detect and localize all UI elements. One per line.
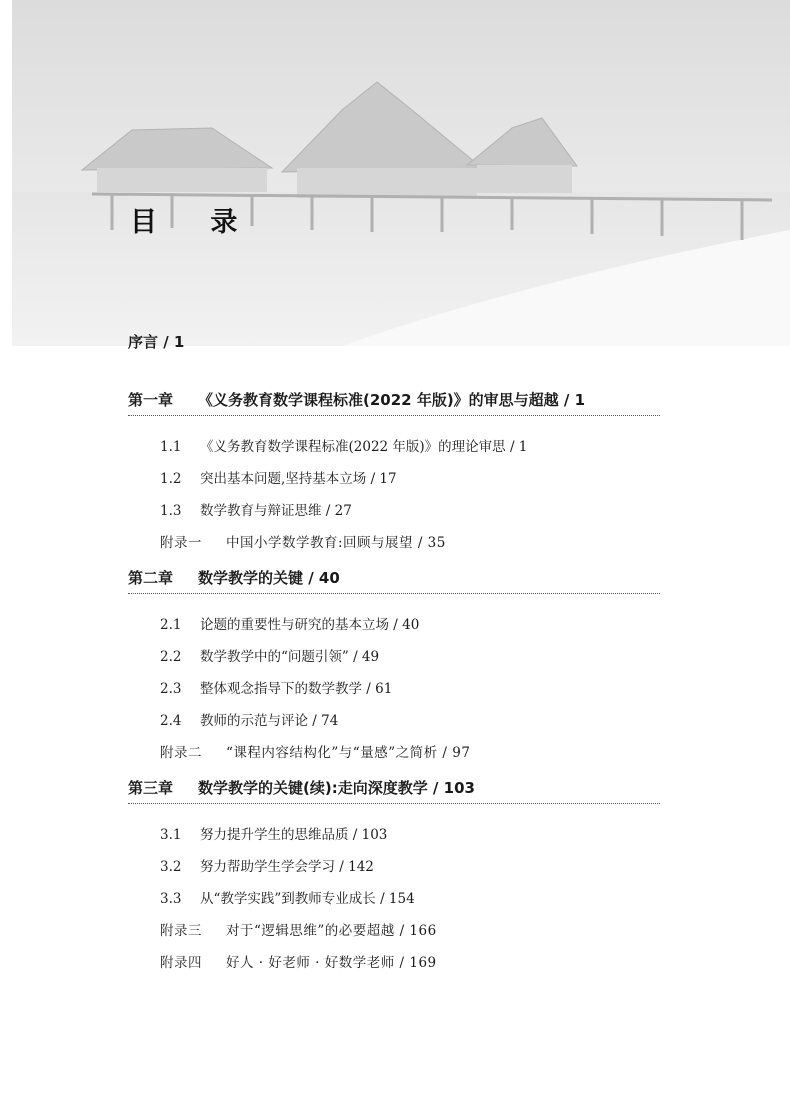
toc-chapter-2	[128, 565, 660, 769]
section-title: 努力提升学生的思维品质 / 103	[200, 827, 388, 843]
chapter-heading	[128, 775, 660, 804]
table-of-contents	[128, 330, 660, 979]
appendix-title: “课程内容结构化”与“量感”之简析 / 97	[226, 745, 471, 761]
appendix-title: 中国小学数学教育:回顾与展望 / 35	[226, 535, 446, 551]
section-number: 2.1	[160, 617, 182, 633]
appendix-number: 附录一	[160, 535, 202, 551]
appendix-title: 对于“逻辑思维”的必要超越 / 166	[226, 923, 437, 939]
toc-entry	[128, 609, 660, 641]
section-number: 1.2	[160, 471, 182, 487]
toc-entry	[128, 495, 660, 527]
toc-appendix	[128, 947, 660, 979]
toc-appendix	[128, 737, 660, 769]
appendix-number: 附录二	[160, 745, 202, 761]
section-number: 1.1	[160, 439, 182, 455]
toc-entry	[128, 641, 660, 673]
section-title: 从“教学实践”到教师专业成长 / 154	[200, 891, 415, 907]
section-title: 数学教学中的“问题引领” / 49	[200, 649, 380, 665]
section-number: 1.3	[160, 503, 182, 519]
toc-appendix	[128, 915, 660, 947]
toc-entry	[128, 819, 660, 851]
toc-appendix	[128, 527, 660, 559]
chapter-title: 数学教学的关键 / 40	[198, 569, 340, 587]
section-number: 3.3	[160, 891, 182, 907]
toc-entry	[128, 463, 660, 495]
appendix-number: 附录四	[160, 955, 202, 971]
toc-entry	[128, 431, 660, 463]
toc-entry	[128, 851, 660, 883]
header-banner-image	[12, 0, 790, 346]
section-title: 论题的重要性与研究的基本立场 / 40	[200, 617, 420, 633]
section-title: 数学教育与辩证思维 / 27	[200, 503, 352, 519]
section-number: 2.4	[160, 713, 182, 729]
appendix-title: 好人 · 好老师 · 好数学老师 / 169	[226, 955, 437, 971]
section-title: 突出基本问题,坚持基本立场 / 17	[200, 471, 397, 487]
chapter-title: 数学教学的关键(续):走向深度教学 / 103	[198, 779, 475, 797]
section-number: 3.1	[160, 827, 182, 843]
toc-preface: 序言 / 1	[128, 333, 185, 351]
toc-entry	[128, 705, 660, 737]
section-number: 2.3	[160, 681, 182, 697]
section-title: 教师的示范与评论 / 74	[200, 713, 339, 729]
chapter-heading	[128, 387, 660, 416]
toc-entry	[128, 673, 660, 705]
chapter-number: 第二章	[128, 569, 174, 587]
section-number: 3.2	[160, 859, 182, 875]
section-title: 努力帮助学生学会学习 / 142	[200, 859, 374, 875]
section-title: 《义务教育数学课程标准(2022 年版)》的理论审思 / 1	[200, 439, 528, 455]
toc-chapter-1	[128, 387, 660, 559]
chapter-number: 第三章	[128, 779, 174, 797]
chapter-number: 第一章	[128, 391, 174, 409]
section-title: 整体观念指导下的数学教学 / 61	[200, 681, 393, 697]
toc-chapter-3	[128, 775, 660, 979]
chapter-title: 《义务教育数学课程标准(2022 年版)》的审思与超越 / 1	[198, 391, 586, 409]
appendix-number: 附录三	[160, 923, 202, 939]
chapter-heading	[128, 565, 660, 594]
toc-entry	[128, 883, 660, 915]
section-number: 2.2	[160, 649, 182, 665]
page-title: 目 录	[130, 207, 260, 238]
